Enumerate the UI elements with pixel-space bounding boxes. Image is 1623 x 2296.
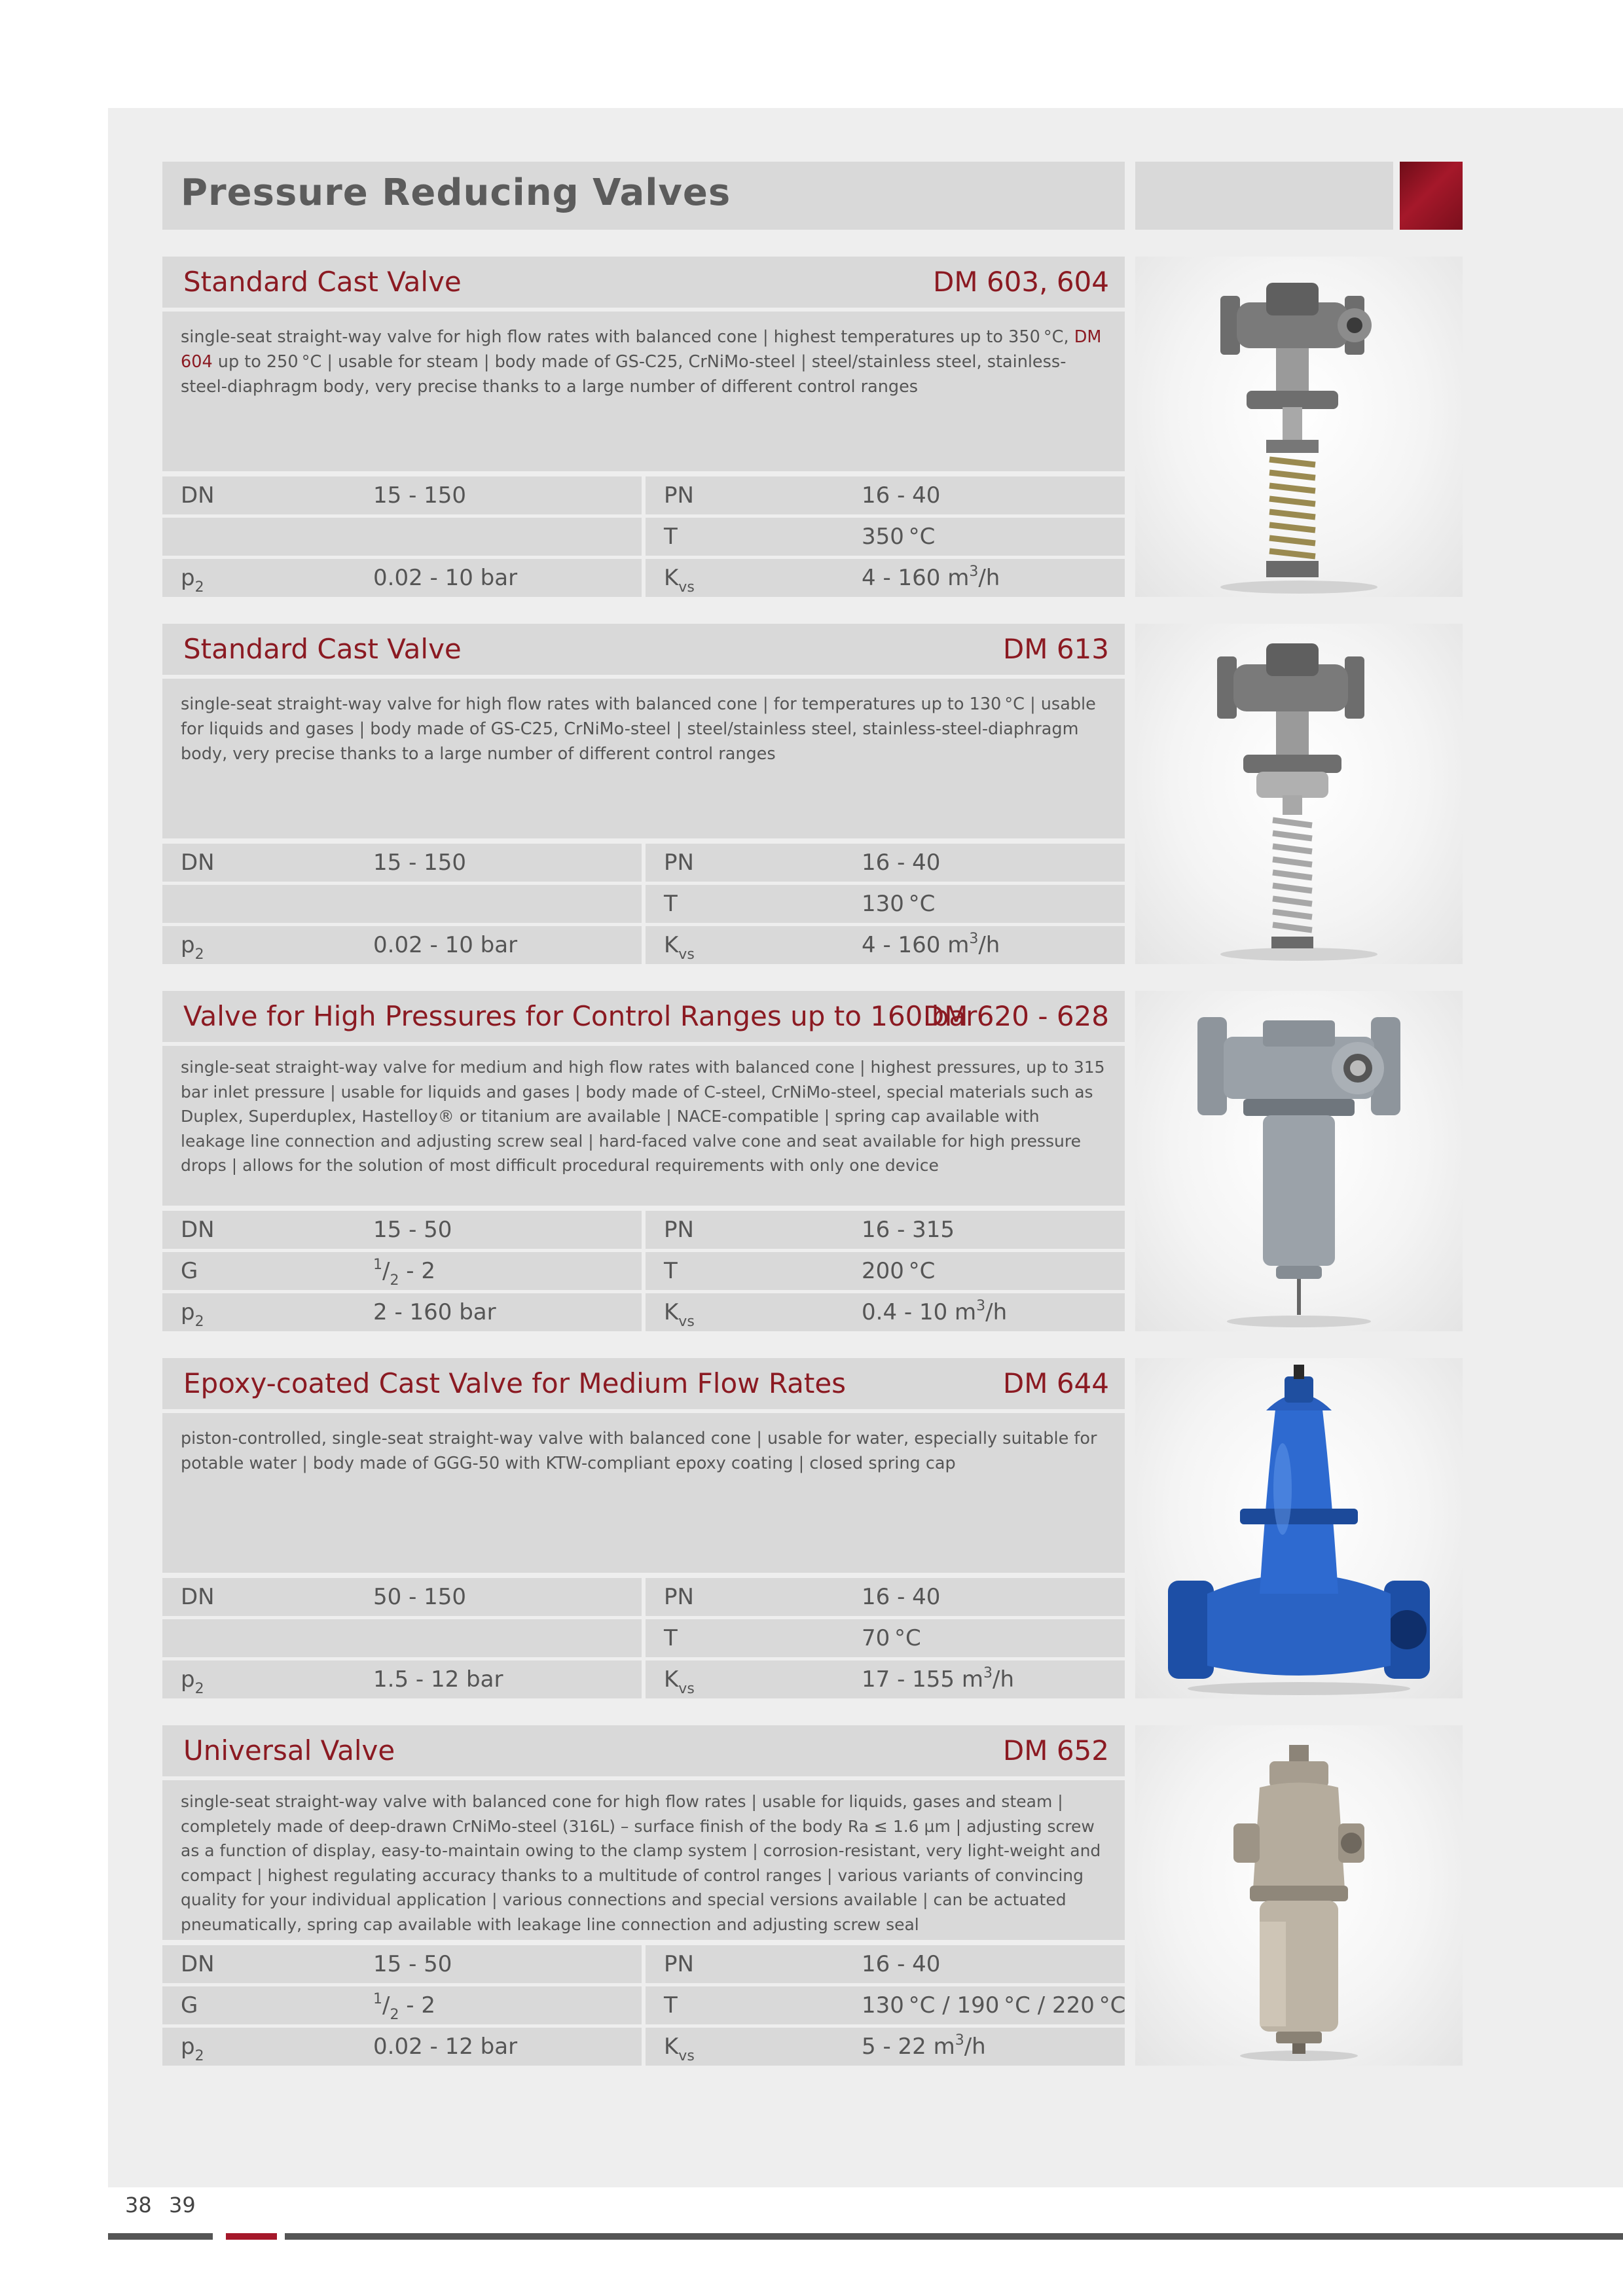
spec-value: 16 - 40 (862, 850, 941, 876)
spec-value (862, 1666, 1014, 1693)
label-base: K (664, 1666, 679, 1693)
label-subscript: vs (678, 2048, 695, 2064)
spec-value: 16 - 40 (862, 482, 941, 509)
spec-value: $^1/_2 - 2$ (373, 1991, 435, 2023)
spec-cell (162, 1252, 642, 1290)
spec-value: 200 °C (862, 1258, 936, 1284)
spec-label (664, 565, 695, 596)
spec-cell (646, 559, 1125, 597)
spec-value: 130 °C (862, 891, 936, 917)
label-subscript: 2 (194, 1314, 204, 1330)
spec-label (664, 932, 695, 963)
value-superscript: 3 (983, 1665, 993, 1681)
section-model: DM 652 (1002, 1734, 1109, 1767)
spec-label (664, 1299, 695, 1330)
desc-text: up to 250 °C | usable for steam | body made of GS-C25, CrNiMo-steel | steel/stainless steel, stainless-steel-diaphragm body, very precise thanks to a large number of different control ranges (181, 352, 1067, 397)
spec-label: G (181, 1992, 198, 2018)
spec-row (162, 476, 1125, 514)
spec-cell (646, 2028, 1125, 2066)
spec-value: 2 - 160 bar (373, 1299, 496, 1325)
value-base: 4 - 160 m (862, 932, 970, 958)
spec-label: T (664, 524, 678, 550)
value-base: 4 - 160 m (862, 565, 970, 591)
fraction-numerator: 1 (373, 1991, 382, 2007)
spec-label: T (664, 1625, 678, 1651)
spec-row (162, 559, 1125, 597)
spec-value: 350 °C (862, 524, 936, 550)
brand-logo-square (1400, 162, 1463, 230)
spec-value: 15 - 150 (373, 850, 467, 876)
label-subscript: vs (678, 1681, 695, 1697)
blue-epoxy-valve-icon (1135, 1358, 1463, 1698)
value-superscript: 3 (976, 1298, 986, 1314)
fraction-denominator: 2 (390, 1272, 399, 1289)
value-unit: /h (985, 1299, 1008, 1325)
spec-label: DN (181, 482, 215, 509)
section-description: piston-controlled, single-seat straight-way valve with balanced cone | usable for water, especially suitable for potable water | body made of GGG-50 with KTW-compliant epoxy coating | closed spring cap (162, 1413, 1125, 1573)
spec-cell (162, 1945, 642, 1983)
spec-row (162, 1293, 1125, 1331)
label-subscript: vs (678, 946, 695, 963)
product-section (162, 1358, 1463, 1698)
label-subscript: 2 (194, 1681, 204, 1697)
spec-value: 15 - 50 (373, 1951, 452, 1977)
spec-cell (162, 559, 642, 597)
spec-cell (646, 1660, 1125, 1698)
section-title: Valve for High Pressures for Control Ranges up to 160 bar (183, 1000, 977, 1032)
title-bar-right (1135, 162, 1393, 230)
label-subscript: vs (678, 579, 695, 596)
section-description (162, 312, 1125, 471)
spec-cell (646, 1986, 1125, 2024)
spec-label: T (664, 1258, 678, 1284)
spec-value: 15 - 50 (373, 1217, 452, 1243)
spec-cell (646, 1252, 1125, 1290)
page-number-divider (162, 2189, 163, 2230)
spec-cell (162, 476, 642, 514)
grey-high-pressure-valve-icon (1135, 991, 1463, 1331)
page-number-right: 39 (169, 2193, 196, 2217)
spec-value: 50 - 150 (373, 1584, 467, 1610)
spec-label: DN (181, 1951, 215, 1977)
spec-value: $^1/_2 - 2$ (373, 1257, 435, 1289)
spec-label (181, 565, 204, 596)
spec-label (181, 932, 204, 963)
spec-label: DN (181, 1217, 215, 1243)
section-model: DM 613 (1002, 633, 1109, 665)
spec-cell (162, 1293, 642, 1331)
spec-label: PN (664, 1584, 694, 1610)
footer-bar (108, 2233, 213, 2240)
value-unit: /h (992, 1666, 1014, 1693)
spec-label: PN (664, 850, 694, 876)
section-description: single-seat straight-way valve for medium and high flow rates with balanced cone | highest pressures, up to 315 bar inlet pressure | usable for liquids and gases | body made of C-steel, CrNiMo-steel, special materials such as Duplex, Superduplex, Hastelloy® or titanium are available | NACE-compatible | spring cap available with leakage line connection and adjusting screw seal | hard-faced valve cone and seat available for high pressure drops | allows for the solution of most difficult procedural requirements with only one device (162, 1046, 1125, 1206)
spec-row (162, 1945, 1125, 1983)
spec-row (162, 1660, 1125, 1698)
spec-label (181, 2034, 204, 2064)
spec-cell (162, 1578, 642, 1616)
section-description: single-seat straight-way valve for high flow rates with balanced cone | for temperatures up to 130 °C | usable for liquids and gases | body made of GS-C25, CrNiMo-steel | steel/stainless steel, stainless-steel-diaphragm body, very precise thanks to a large number of different control ranges (162, 679, 1125, 838)
label-base: p (181, 1666, 195, 1693)
label-base: K (664, 2034, 679, 2060)
spec-row (162, 885, 1125, 923)
spec-label: PN (664, 482, 694, 509)
spec-label (664, 2034, 695, 2064)
spec-cell (646, 885, 1125, 923)
spec-row (162, 518, 1125, 556)
spec-label: G (181, 1258, 198, 1284)
steel-valve-with-spring-icon (1135, 257, 1463, 597)
label-base: K (664, 932, 679, 958)
value-base: 5 - 22 m (862, 2034, 955, 2060)
spec-cell (162, 2028, 642, 2066)
spec-cell (162, 1211, 642, 1249)
value-base: - 2 (399, 1992, 435, 2018)
spec-value: 70 °C (862, 1625, 921, 1651)
spec-label (181, 1666, 204, 1697)
fraction-denominator: 2 (390, 2007, 399, 2023)
spec-cell (162, 885, 642, 923)
product-section (162, 257, 1463, 597)
label-subscript: vs (678, 1314, 695, 1330)
value-unit: /h (978, 932, 1000, 958)
page-number-left: 38 (125, 2193, 152, 2217)
spec-value: 0.02 - 12 bar (373, 2034, 518, 2060)
spec-value (862, 2034, 986, 2060)
spec-cell (646, 476, 1125, 514)
spec-cell (646, 844, 1125, 882)
label-base: p (181, 2034, 195, 2060)
section-header (162, 257, 1125, 308)
product-section (162, 991, 1463, 1331)
value-superscript: 3 (969, 931, 979, 947)
section-header (162, 1358, 1125, 1409)
spec-row (162, 1986, 1125, 2024)
spec-label: DN (181, 850, 215, 876)
spec-row (162, 1211, 1125, 1249)
spec-cell (646, 1578, 1125, 1616)
spec-row (162, 1252, 1125, 1290)
section-model: DM 603, 604 (933, 266, 1109, 298)
spec-row (162, 1578, 1125, 1616)
spec-cell (646, 1945, 1125, 1983)
spec-label (664, 1666, 695, 1697)
value-base: - 2 (399, 1258, 435, 1284)
spec-value: 16 - 40 (862, 1584, 941, 1610)
footer-bar (285, 2233, 1623, 2240)
spec-label: PN (664, 1951, 694, 1977)
steel-valve-with-spring-icon (1135, 624, 1463, 964)
section-model: DM 644 (1002, 1367, 1109, 1399)
spec-row (162, 844, 1125, 882)
fraction-numerator: 1 (373, 1257, 382, 1273)
spec-cell (162, 1660, 642, 1698)
product-section (162, 624, 1463, 964)
value-superscript: 3 (969, 564, 979, 580)
spec-value: 0.02 - 10 bar (373, 932, 518, 958)
spec-label (181, 1299, 204, 1330)
value-unit: /h (964, 2034, 986, 2060)
spec-value: 130 °C / 190 °C / 220 °C (862, 1992, 1126, 2018)
value-unit: /h (978, 565, 1000, 591)
section-description: single-seat straight-way valve with balanced cone for high flow rates | usable for liquids, gases and steam | completely made of deep-drawn CrNiMo-steel (316L) – surface finish of the body Ra ≤ 1.6 µm | adjusting screw as a function of display, easy-to-maintain owing to the clamp system | corrosion-resistant, very light-weight and compact | highest regulating accuracy thanks to a multitude of control ranges | various variants of convincing quality for your individual application | various connections and special versions available | can be actuated pneumatically, spring cap available with leakage line connection and adjusting screw seal (162, 1780, 1125, 1940)
desc-text: single-seat straight-way valve for high flow rates with balanced cone | highest temperatures up to 350 °C, (181, 327, 1069, 347)
spec-cell (646, 1619, 1125, 1657)
section-header (162, 1725, 1125, 1776)
section-model: DM 620 - 628 (922, 1000, 1109, 1032)
desc-highlight: DM 604 (181, 327, 1102, 372)
spec-row (162, 926, 1125, 964)
label-subscript: 2 (194, 946, 204, 963)
spec-value: 15 - 150 (373, 482, 467, 509)
spec-value: 16 - 315 (862, 1217, 955, 1243)
spec-cell (162, 518, 642, 556)
spec-label: DN (181, 1584, 215, 1610)
footer-accent-bar (226, 2233, 277, 2240)
spec-value: 16 - 40 (862, 1951, 941, 1977)
page-title: Pressure Reducing Valves (181, 171, 731, 214)
spec-label: PN (664, 1217, 694, 1243)
label-base: K (664, 565, 679, 591)
spec-cell (646, 1293, 1125, 1331)
label-subscript: 2 (194, 2048, 204, 2064)
spec-row (162, 2028, 1125, 2066)
spec-row (162, 1619, 1125, 1657)
spec-cell (646, 518, 1125, 556)
section-title: Epoxy-coated Cast Valve for Medium Flow Rates (183, 1367, 847, 1399)
spec-label: T (664, 891, 678, 917)
spec-cell (646, 1211, 1125, 1249)
value-superscript: 3 (955, 2032, 964, 2049)
label-base: p (181, 1299, 195, 1325)
value-base: 17 - 155 m (862, 1666, 983, 1693)
spec-cell (162, 1986, 642, 2024)
spec-cell (162, 1619, 642, 1657)
spec-value (862, 565, 1000, 591)
value-base: 0.4 - 10 m (862, 1299, 977, 1325)
spec-value: 1.5 - 12 bar (373, 1666, 503, 1693)
label-base: p (181, 932, 195, 958)
label-subscript: 2 (194, 579, 204, 596)
product-section (162, 1725, 1463, 2066)
section-header (162, 624, 1125, 675)
spec-cell (646, 926, 1125, 964)
label-base: p (181, 565, 195, 591)
section-title: Universal Valve (183, 1734, 395, 1767)
section-header (162, 991, 1125, 1042)
spec-value: 0.02 - 10 bar (373, 565, 518, 591)
spec-cell (162, 844, 642, 882)
label-base: K (664, 1299, 679, 1325)
spec-value (862, 932, 1000, 958)
spec-label: T (664, 1992, 678, 2018)
spec-cell (162, 926, 642, 964)
stainless-universal-valve-icon (1135, 1725, 1463, 2066)
spec-value (862, 1299, 1007, 1325)
section-title: Standard Cast Valve (183, 266, 462, 298)
section-title: Standard Cast Valve (183, 633, 462, 665)
